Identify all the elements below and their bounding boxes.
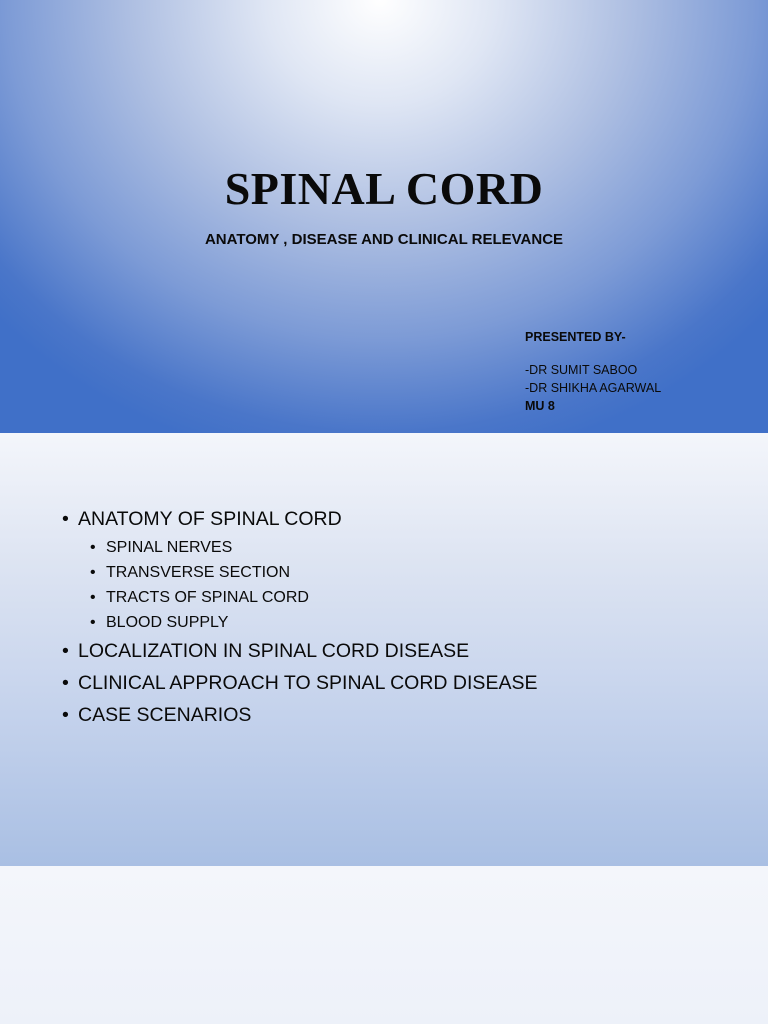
slide-subtitle: ANATOMY , DISEASE AND CLINICAL RELEVANCE [204,231,564,248]
sub-list-item-text: TRANSVERSE SECTION [106,564,291,581]
bullet-icon: • [62,704,69,726]
list-item [62,701,537,733]
list-item-text: CASE SCENARIOS [78,704,252,726]
sub-list-item [62,537,537,562]
list-item [62,637,537,669]
bullet-icon: • [90,614,96,631]
sub-list-item-text: SPINAL NERVES [106,539,233,556]
sub-list-item-text: BLOOD SUPPLY [106,614,229,631]
bullet-icon: • [62,640,69,662]
bullet-icon: • [90,539,96,556]
list-item-text: LOCALIZATION IN SPINAL CORD DISEASE [78,640,470,662]
sub-list-item [62,587,537,612]
presenter-name: -DR SHIKHA AGARWAL [525,381,662,395]
bullet-icon: • [90,589,96,606]
blank-slide [0,866,768,1024]
title-slide [0,0,768,433]
presenters-block [525,328,661,415]
bullet-icon: • [62,508,69,530]
unit-label: MU 8 [525,399,555,413]
list-item-text: CLINICAL APPROACH TO SPINAL CORD DISEASE [78,672,538,694]
sub-list-item [62,562,537,587]
contents-list [62,505,537,733]
presenter-name: -DR SUMIT SABOO [525,363,638,377]
list-item-text: ANATOMY OF SPINAL CORD [78,508,342,530]
bullet-icon: • [62,672,69,694]
sub-list-item-text: TRACTS OF SPINAL CORD [106,589,309,606]
bullet-icon: • [90,564,96,581]
list-item [62,505,537,537]
list-item [62,669,537,701]
sub-list-item [62,612,537,637]
presented-by-label: PRESENTED BY- [525,330,626,344]
slide-title: SPINAL CORD [224,163,544,214]
